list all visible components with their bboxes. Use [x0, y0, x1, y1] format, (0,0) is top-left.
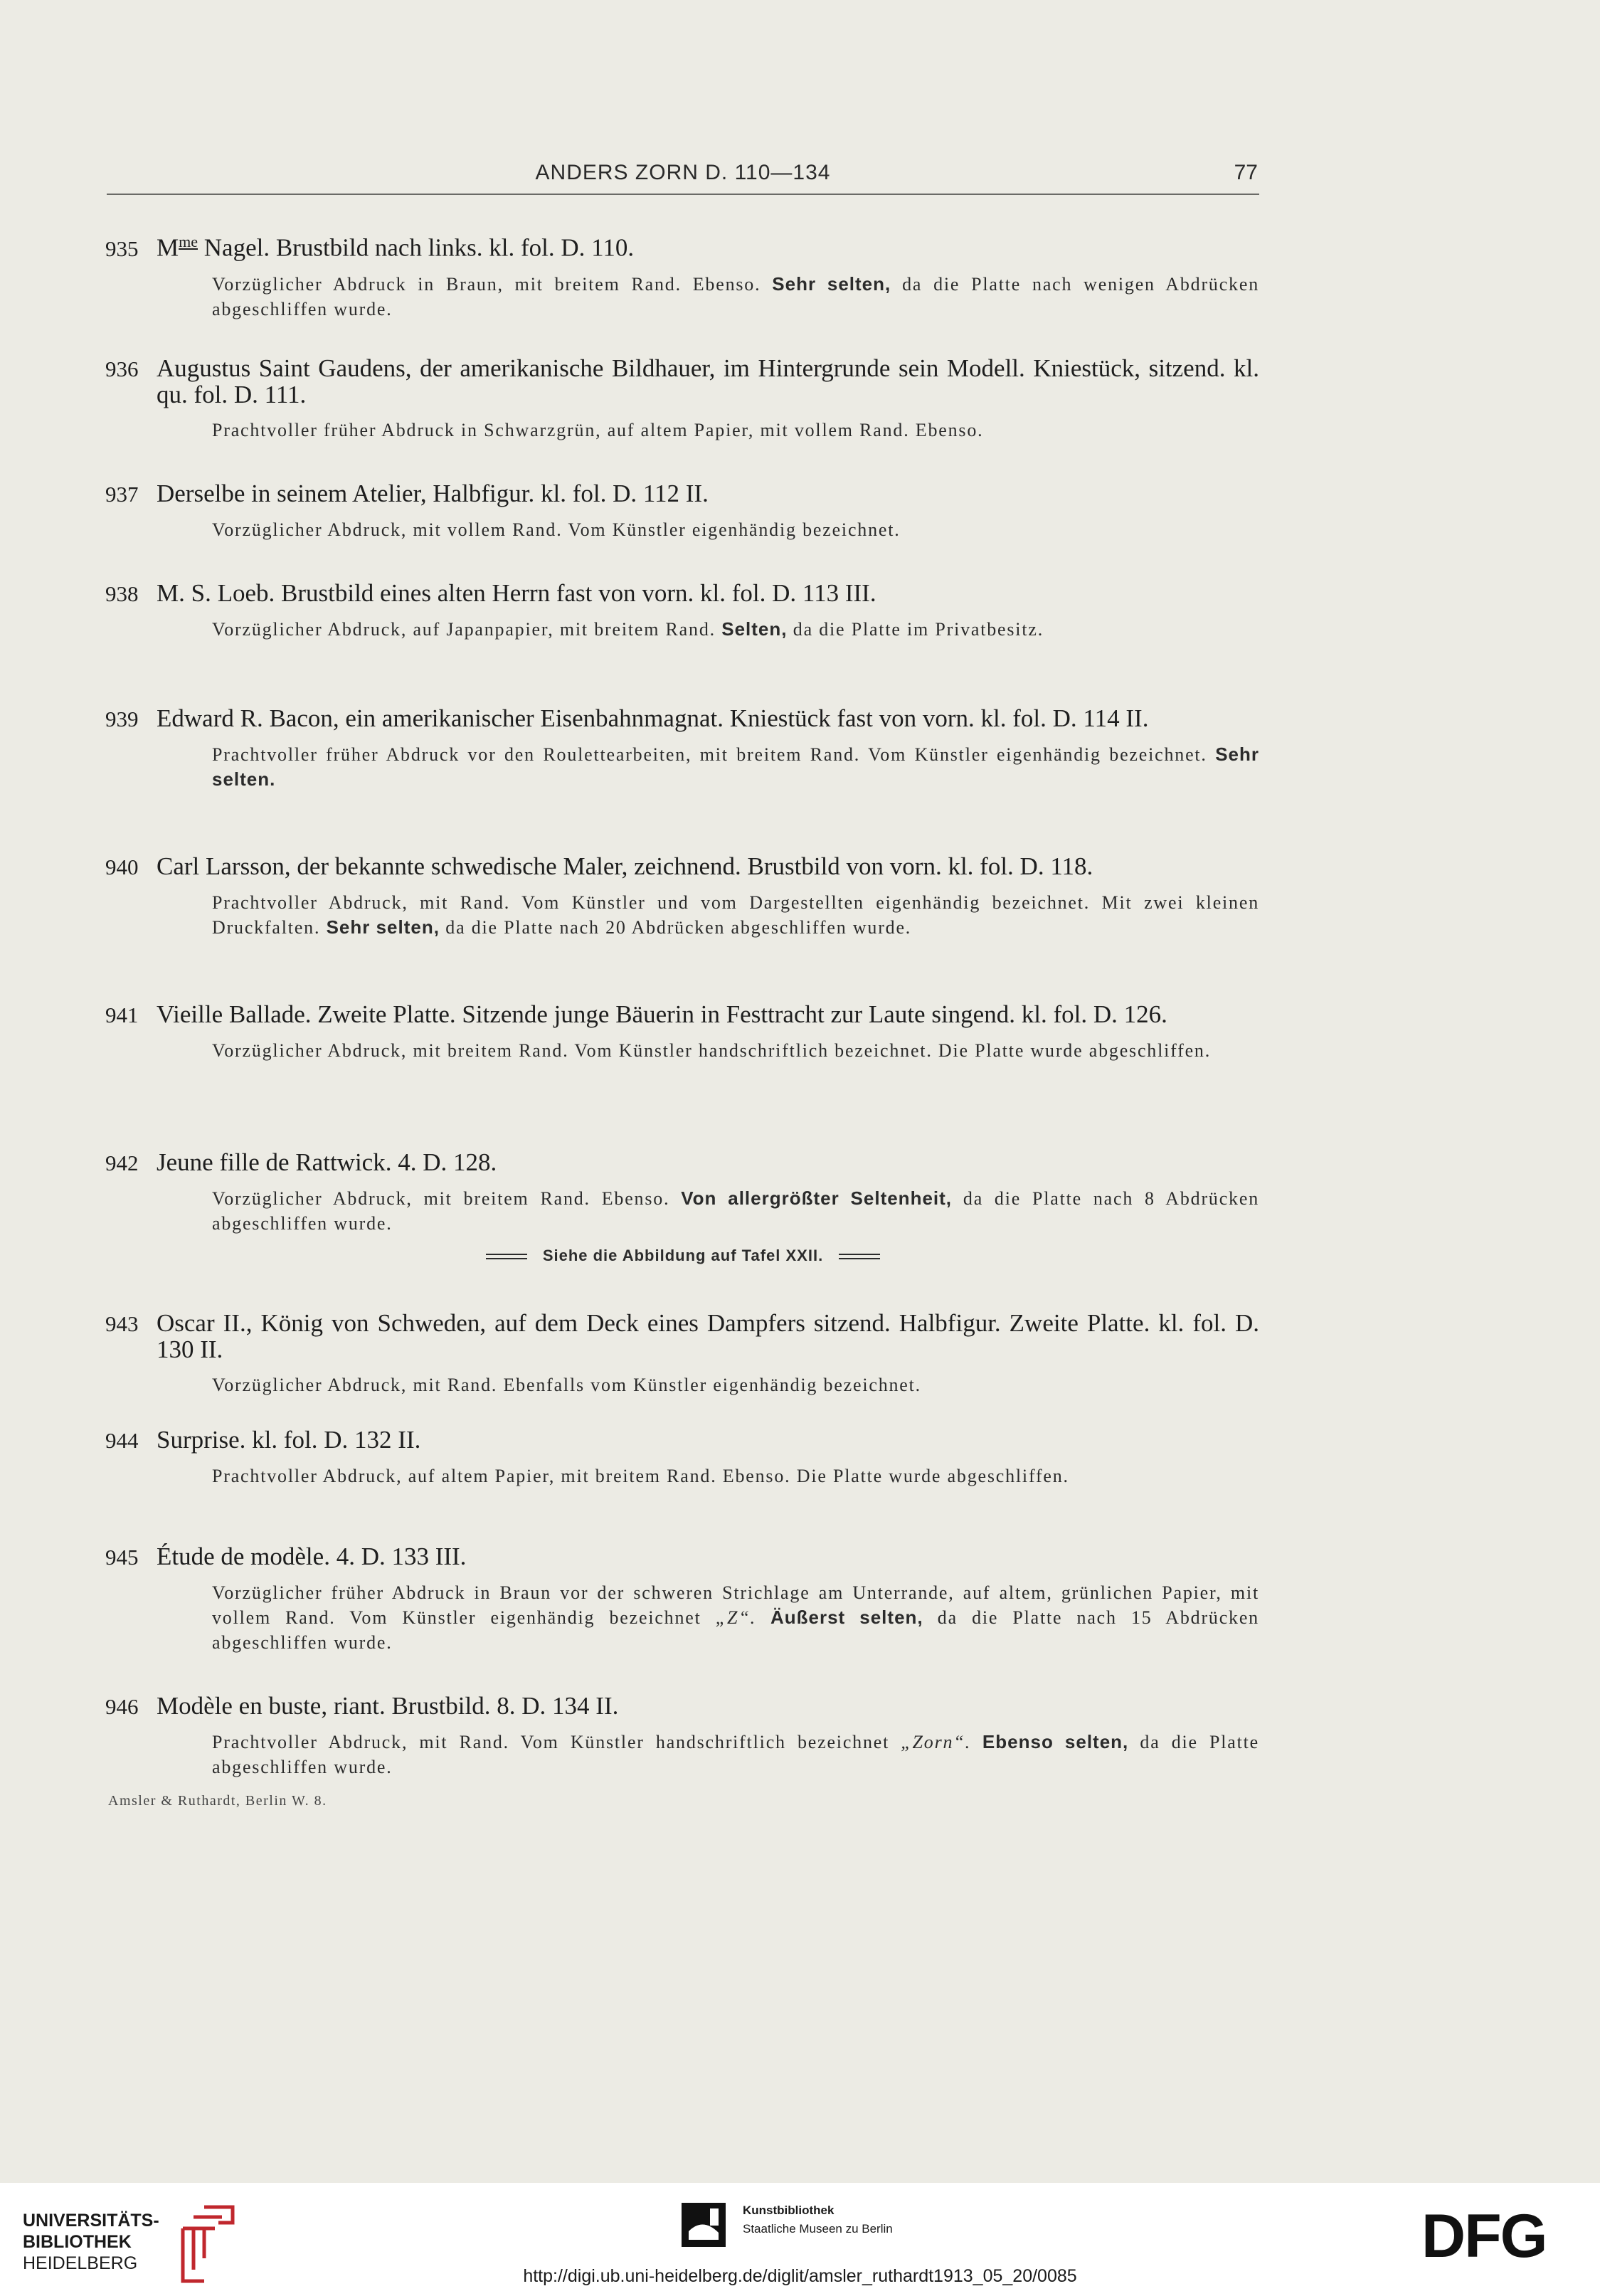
entry-description: Vorzüglicher Abdruck, mit breitem Rand. Vom Künstler handschriftlich bezeichnet. Die Platte wurde abgeschliffen.: [212, 1040, 1212, 1061]
dfg-logo-text: DFG: [1421, 2206, 1547, 2270]
entry-description: Prachtvoller früher Abdruck in Schwarzgrün, auf altem Papier, mit vollem Rand. Ebenso.: [212, 420, 984, 440]
entry-heading: 946 Modèle en buste, riant. Brustbild. 8. D. 134 II.: [105, 1692, 619, 1720]
catalog-entry: [105, 1693, 1259, 1779]
digitization-footer: [0, 2183, 1600, 2296]
entry-description: Vorzüglicher früher Abdruck in Braun vor der schweren Strichlage am Unterrande, auf altem, grünlichen Papier, mit vollem Rand. Vom Künstler eigenhändig bezeichnet „Z“. Äußerst selten, da die Platte nach 15 Abdrücken abgeschliffen wurde.: [212, 1582, 1259, 1653]
entry-number: 943: [105, 1311, 139, 1336]
catalog-entry: [105, 1311, 1259, 1397]
printer-imprint: Amsler & Ruthardt, Berlin W. 8.: [108, 1793, 327, 1809]
entry-heading: 944 Surprise. kl. fol. D. 132 II.: [105, 1426, 421, 1454]
entry-heading: 938 M. S. Loeb. Brustbild eines alten Herrn fast von vorn. kl. fol. D. 113 III.: [105, 579, 876, 607]
permalink-url[interactable]: http://digi.ub.uni-heidelberg.de/diglit/amsler_ruthardt1913_05_20/0085: [523, 2266, 1077, 2286]
catalog-entry: [105, 481, 1259, 542]
entry-heading: 936 Augustus Saint Gaudens, der amerikanische Bildhauer, im Hintergrunde sein Modell. Kniestück, sitzend. kl. qu. fol. D. 111.: [105, 354, 1259, 408]
entry-number: 936: [105, 356, 139, 381]
entry-heading: 945 Étude de modèle. 4. D. 133 III.: [105, 1543, 467, 1570]
ub-logo-text: UNIVERSITÄTS- BIBLIOTHEK HEIDELBERG: [23, 2211, 159, 2273]
entry-number: 942: [105, 1150, 139, 1175]
entry-heading: 943 Oscar II., König von Schweden, auf dem Deck eines Dampfers sitzend. Halbfigur. Zweite Platte. kl. fol. D. 130 II.: [105, 1309, 1259, 1363]
entry-description: Vorzüglicher Abdruck, mit breitem Rand. Ebenso. Von allergrößter Seltenheit, da die Platte nach 8 Abdrücken abgeschliffen wurde.: [212, 1187, 1259, 1234]
entry-description: Vorzüglicher Abdruck in Braun, mit breitem Rand. Ebenso. Sehr selten, da die Platte nach wenigen Abdrücken abgeschliffen wurde.: [212, 273, 1259, 319]
entry-heading: 942 Jeune fille de Rattwick. 4. D. 128.: [105, 1148, 497, 1176]
entry-number: 935: [105, 236, 139, 261]
catalog-entry: [105, 229, 1259, 322]
entry-number: 945: [105, 1545, 139, 1570]
entry-number: 944: [105, 1428, 139, 1453]
kunstbibliothek-mark-icon: [682, 2203, 726, 2247]
illustration-note: Siehe die Abbildung auf Tafel XXII.: [441, 1247, 925, 1265]
kunstbibliothek-logo[interactable]: [682, 2199, 980, 2248]
catalog-entry: [105, 854, 1259, 940]
entry-description: Prachtvoller früher Abdruck vor den Roulettearbeiten, mit breitem Rand. Vom Künstler eigenhändig bezeichnet. Sehr selten.: [212, 744, 1259, 790]
dfg-logo[interactable]: [1421, 2206, 1578, 2270]
entry-heading: 935 $M^{me}$ Nagel. Brustbild nach links. kl. fol. D. 110.: [105, 233, 635, 262]
catalog-entry: [105, 581, 1259, 642]
running-head: [107, 161, 1259, 195]
entry-number: 937: [105, 482, 139, 507]
entry-heading: 937 Derselbe in seinem Atelier, Halbfigur. kl. fol. D. 112 II.: [105, 480, 709, 507]
running-head-title: ANDERS ZORN D. 110—134: [535, 161, 831, 184]
double-rule-right: [839, 1254, 880, 1259]
entry-description: Vorzüglicher Abdruck, mit vollem Rand. Vom Künstler eigenhändig bezeichnet.: [212, 519, 901, 540]
catalog-entry: [105, 706, 1259, 792]
entry-number: 938: [105, 581, 139, 606]
entry-description: Prachtvoller Abdruck, mit Rand. Vom Künstler und vom Dargestellten eigenhändig bezeichnet. Mit zwei kleinen Druckfalten. Sehr selten, da die Platte nach 20 Abdrücken abgeschliffen wurde.: [212, 892, 1259, 938]
catalog-entry: [105, 1427, 1259, 1488]
entry-number: 940: [105, 855, 139, 879]
entry-description: Prachtvoller Abdruck, mit Rand. Vom Künstler handschriftlich bezeichnet „Zorn“. Ebenso selten, da die Platte abgeschliffen wurde.: [212, 1731, 1260, 1777]
entry-number: 946: [105, 1694, 139, 1719]
page-number: 77: [1234, 161, 1258, 184]
entry-number: 939: [105, 707, 139, 731]
catalog-entry: [105, 1150, 1259, 1236]
entry-heading: 941 Vieille Ballade. Zweite Platte. Sitzende junge Bäuerin in Festtracht zur Laute singend. kl. fol. D. 126.: [105, 1000, 1167, 1028]
kunstbibliothek-text: Kunstbibliothek Staatliche Museen zu Berlin: [743, 2204, 893, 2236]
entry-description: Vorzüglicher Abdruck, mit Rand. Ebenfalls vom Künstler eigenhändig bezeichnet.: [212, 1375, 921, 1395]
catalog-entry: [105, 356, 1259, 443]
entry-number: 941: [105, 1002, 139, 1027]
double-rule-left: [486, 1254, 527, 1259]
entry-heading: 940 Carl Larsson, der bekannte schwedische Maler, zeichnend. Brustbild von vorn. kl. fol. D. 118.: [105, 852, 1093, 880]
catalog-entry: [105, 1544, 1259, 1655]
entry-heading: 939 Edward R. Bacon, ein amerikanischer Eisenbahnmagnat. Kniestück fast von vorn. kl. fol. D. 114 II.: [105, 704, 1149, 732]
catalog-entry: [105, 1002, 1259, 1063]
entry-description: Vorzüglicher Abdruck, auf Japanpapier, mit breitem Rand. Selten, da die Platte im Privatbesitz.: [212, 618, 1044, 640]
entry-description: Prachtvoller Abdruck, auf altem Papier, mit breitem Rand. Ebenso. Die Platte wurde abgeschliffen.: [212, 1466, 1069, 1486]
